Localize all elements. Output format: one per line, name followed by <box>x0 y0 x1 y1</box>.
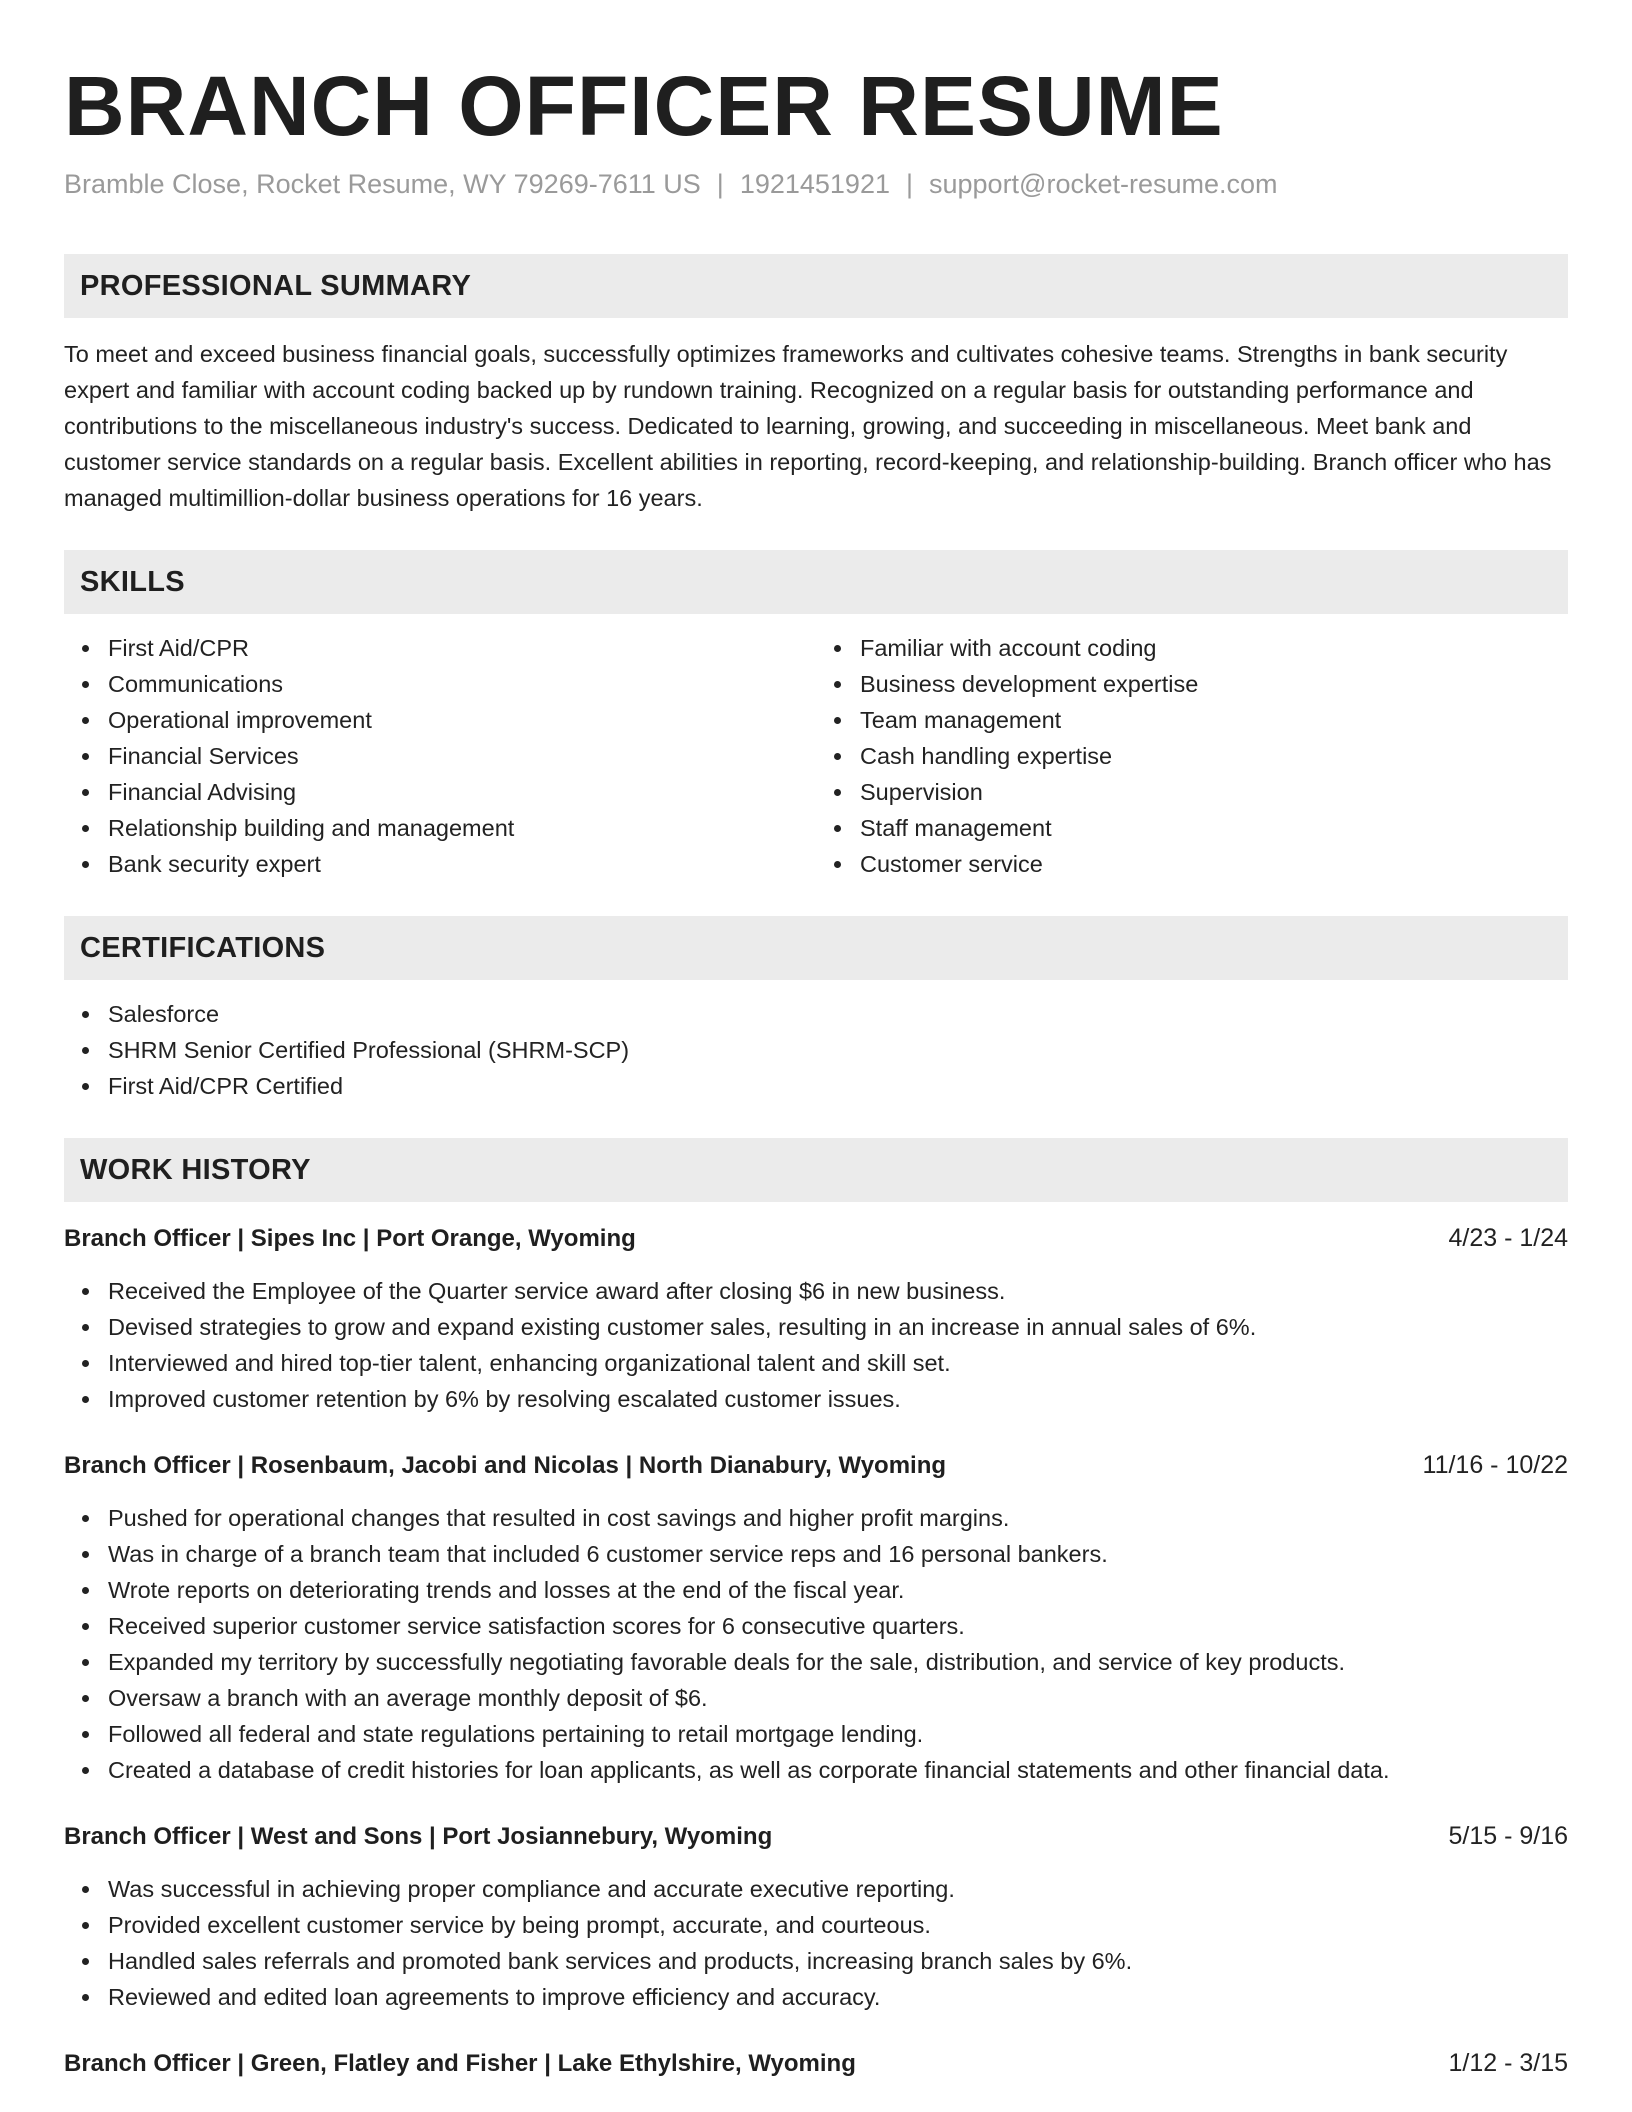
job-title: Branch Officer | Sipes Inc | Port Orange, Wyoming <box>64 1225 636 1252</box>
list-item: Interviewed and hired top-tier talent, enhancing organizational talent and skill set. <box>108 1345 1568 1381</box>
list-item: Created a database of credit histories for loan applicants, as well as corporate financial statements and other financial data. <box>108 1752 1568 1788</box>
job-dates: 5/15 - 9/16 <box>1448 1822 1568 1850</box>
list-item: Relationship building and management <box>108 810 816 846</box>
job-header <box>64 1447 1568 1484</box>
list-item: Familiar with account coding <box>860 630 1568 666</box>
job-header <box>64 1220 1568 1257</box>
list-item: Received the Employee of the Quarter service award after closing $6 in new business. <box>108 1273 1568 1309</box>
job-dates: 11/16 - 10/22 <box>1422 1451 1568 1479</box>
list-item: Handled sales referrals and promoted bank services and products, increasing branch sales by 6%. <box>108 1943 1568 1979</box>
skills-column-right <box>816 630 1568 882</box>
list-item: Business development expertise <box>860 666 1568 702</box>
certifications-list <box>64 996 1568 1104</box>
contact-address: Bramble Close, Rocket Resume, WY 79269-7611 US <box>64 169 701 199</box>
job-dates: 1/12 - 3/15 <box>1448 2049 1568 2077</box>
job-header <box>64 1818 1568 1855</box>
job-bullets <box>64 1500 1568 1788</box>
list-item: Communications <box>108 666 816 702</box>
list-item: Received superior customer service satisfaction scores for 6 consecutive quarters. <box>108 1608 1568 1644</box>
job-dates: 4/23 - 1/24 <box>1448 1224 1568 1252</box>
job-entry <box>64 1220 1568 1417</box>
skills-list <box>64 630 1568 882</box>
list-item: Provided excellent customer service by being prompt, accurate, and courteous. <box>108 1907 1568 1943</box>
contact-separator: | <box>716 169 724 199</box>
list-item: First Aid/CPR Certified <box>108 1068 1568 1104</box>
section-header-skills: SKILLS <box>64 550 1568 614</box>
list-item: Financial Advising <box>108 774 816 810</box>
job-title: Branch Officer | West and Sons | Port Josiannebury, Wyoming <box>64 1823 773 1850</box>
job-bullets <box>64 1871 1568 2015</box>
resume-title: BRANCH OFFICER RESUME <box>64 59 1224 153</box>
summary-text: To meet and exceed business financial goals, successfully optimizes frameworks and cultivates cohesive teams. Strengths in bank security expert and familiar with account coding backed up by rundown training. Recognized on a regular basis for outstanding performance and contributions to the miscellaneous industry's success. Dedicated to learning, growing, and succeeding in miscellaneous. Meet bank and customer service standards on a regular basis. Excellent abilities in reporting, record-keeping, and relationship-building. Branch officer who has managed multimillion-dollar business operations for 16 years. <box>64 341 1552 511</box>
list-item: First Aid/CPR <box>108 630 816 666</box>
section-header-work-history: WORK HISTORY <box>64 1138 1568 1202</box>
contact-separator: | <box>905 169 913 199</box>
job-title: Branch Officer | Rosenbaum, Jacobi and Nicolas | North Dianabury, Wyoming <box>64 1452 947 1479</box>
list-item: Improved customer retention by 6% by resolving escalated customer issues. <box>108 1381 1568 1417</box>
list-item: Staff management <box>860 810 1568 846</box>
list-item: Salesforce <box>108 996 1568 1032</box>
contact-email: support@rocket-resume.com <box>929 169 1278 199</box>
list-item: Supervision <box>860 774 1568 810</box>
list-item: Reviewed and edited loan agreements to improve efficiency and accuracy. <box>108 1979 1568 2015</box>
list-item: Bank security expert <box>108 846 816 882</box>
list-item: Expanded my territory by successfully negotiating favorable deals for the sale, distribution, and service of key products. <box>108 1644 1568 1680</box>
contact-line <box>64 164 1568 204</box>
list-item: Followed all federal and state regulations pertaining to retail mortgage lending. <box>108 1716 1568 1752</box>
list-item: Was successful in achieving proper compliance and accurate executive reporting. <box>108 1871 1568 1907</box>
list-item: Pushed for operational changes that resulted in cost savings and higher profit margins. <box>108 1500 1568 1536</box>
list-item: Cash handling expertise <box>860 738 1568 774</box>
section-header-certifications: CERTIFICATIONS <box>64 916 1568 980</box>
list-item: Team management <box>860 702 1568 738</box>
section-header-summary: PROFESSIONAL SUMMARY <box>64 254 1568 318</box>
job-header <box>64 2045 1568 2082</box>
list-item: Oversaw a branch with an average monthly deposit of $6. <box>108 1680 1568 1716</box>
job-bullets <box>64 1273 1568 1417</box>
list-item: Operational improvement <box>108 702 816 738</box>
list-item: SHRM Senior Certified Professional (SHRM-SCP) <box>108 1032 1568 1068</box>
job-entry <box>64 2045 1568 2082</box>
job-title: Branch Officer | Green, Flatley and Fisher | Lake Ethylshire, Wyoming <box>64 2050 856 2077</box>
job-entry <box>64 1818 1568 2015</box>
job-entry <box>64 1447 1568 1788</box>
skills-column-left <box>64 630 816 882</box>
contact-phone: 1921451921 <box>739 169 890 199</box>
list-item: Customer service <box>860 846 1568 882</box>
work-history-list <box>64 1220 1568 2082</box>
list-item: Wrote reports on deteriorating trends and losses at the end of the fiscal year. <box>108 1572 1568 1608</box>
list-item: Was in charge of a branch team that included 6 customer service reps and 16 personal bankers. <box>108 1536 1568 1572</box>
list-item: Financial Services <box>108 738 816 774</box>
list-item: Devised strategies to grow and expand existing customer sales, resulting in an increase in annual sales of 6%. <box>108 1309 1568 1345</box>
